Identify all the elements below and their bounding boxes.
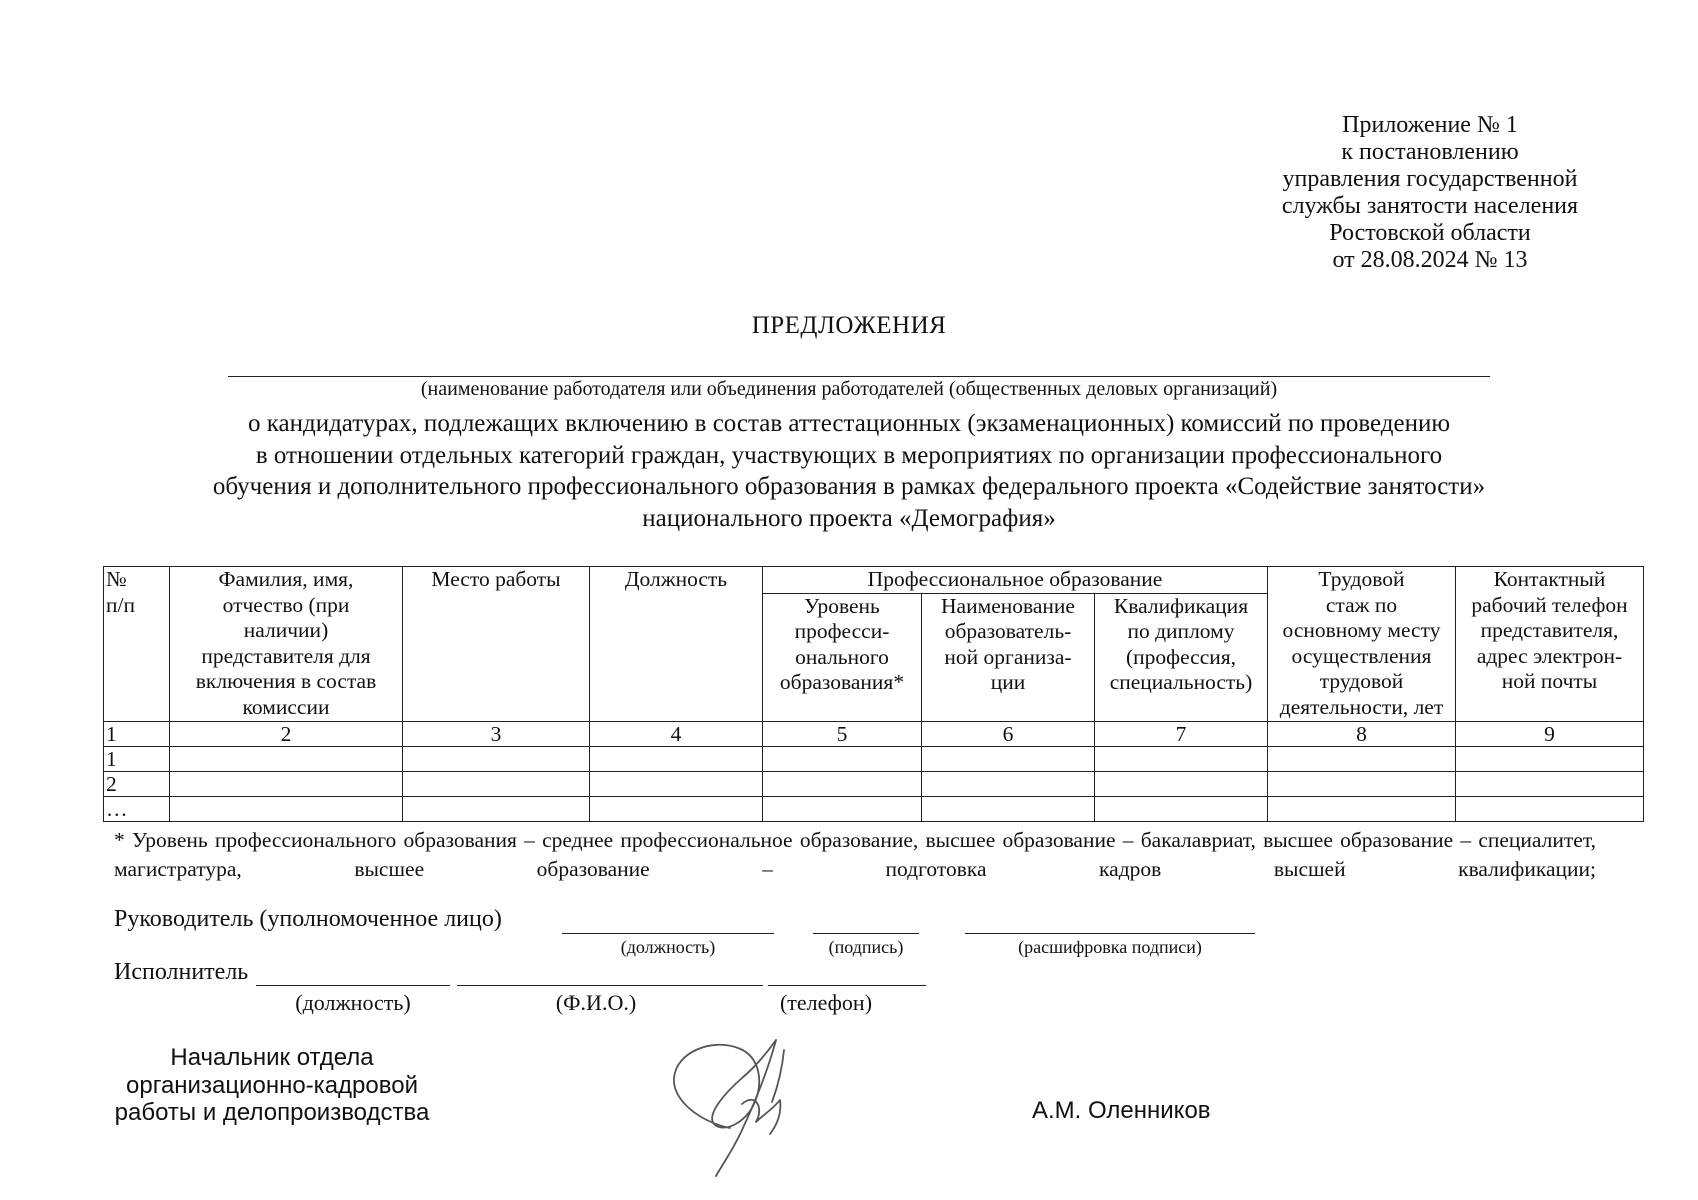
header-education-group: Профессиональное образование	[763, 567, 1268, 594]
table-cell	[763, 771, 922, 796]
executor-position-caption: (должность)	[295, 990, 411, 1015]
signature-stroke	[772, 1050, 784, 1102]
row-number: …	[104, 796, 170, 821]
subject-line: в отношении отдельных категорий граждан, участвующих в мероприятиях по организации профессионального	[255, 441, 1443, 469]
appendix-line: Приложение № 1	[1342, 112, 1518, 138]
executor-position-line	[256, 985, 450, 986]
table-cell	[590, 796, 763, 821]
table-cell	[1095, 796, 1268, 821]
document-title: ПРЕДЛОЖЕНИЯ	[751, 312, 947, 339]
column-number: 2	[170, 721, 403, 746]
column-numbers-row	[104, 721, 1644, 746]
executor-name-caption: (Ф.И.О.)	[555, 990, 637, 1015]
header-contacts: Контактный рабочий телефон представителя, адрес электрон- ной почты	[1456, 567, 1644, 722]
executor-phone-caption: (телефон)	[779, 990, 873, 1015]
document-subject	[110, 408, 1588, 534]
head-position-line	[562, 933, 774, 934]
executor-phone-line	[768, 985, 926, 986]
subject-line: о кандидатурах, подлежащих включению в состав аттестационных (экзаменационных) комиссий по проведению	[247, 410, 1450, 437]
table-row	[104, 746, 1644, 771]
column-number: 7	[1095, 721, 1268, 746]
subject-line: национального проекта «Демография»	[642, 504, 1056, 532]
employer-caption: (наименование работодателя или объединения работодателей (общественных деловых организаций)	[420, 378, 1278, 400]
head-signature-caption: (подпись)	[828, 937, 904, 957]
appendix-line: службы занятости населения	[1281, 193, 1579, 219]
appendix-line: управления государственной	[1282, 166, 1578, 192]
table-cell	[763, 796, 922, 821]
table-cell	[1268, 771, 1456, 796]
appendix-block	[1240, 112, 1620, 274]
table-row	[104, 796, 1644, 821]
table-cell	[763, 746, 922, 771]
column-number: 1	[104, 721, 170, 746]
table-row	[104, 771, 1644, 796]
table-cell	[922, 796, 1095, 821]
column-number: 8	[1268, 721, 1456, 746]
appendix-line: Ростовской области	[1329, 220, 1531, 246]
header-position: Должность	[590, 567, 763, 722]
chief-position-line: работы и делопроизводства	[114, 1099, 430, 1126]
table-cell	[403, 746, 590, 771]
table-cell	[1268, 746, 1456, 771]
executor-name-line	[457, 985, 763, 986]
column-number: 6	[922, 721, 1095, 746]
footnote: * Уровень профессионального образования – среднее профессиональное образование, высшее образование – бакалавриат, высшее образование – специалитет, магистратура, высшее образование – подготовка кадров высшей квалификации;	[114, 828, 1596, 881]
table-cell	[922, 746, 1095, 771]
table-cell	[1456, 746, 1644, 771]
head-label: Руководитель (уполномоченное лицо)	[114, 906, 502, 932]
handwritten-signature	[660, 1030, 840, 1180]
head-decoding-line	[965, 933, 1255, 934]
employer-fill-line	[228, 376, 1490, 377]
header-qualification: Квалификация по диплому (профессия, специальность)	[1095, 593, 1268, 721]
header-experience: Трудовой стаж по основному месту осуществления трудовой деятельности, лет	[1268, 567, 1456, 722]
chief-position-line: Начальник отдела	[170, 1044, 374, 1071]
head-position-caption: (должность)	[620, 937, 716, 957]
header-edu-org: Наименование образователь- ной организа- ции	[922, 593, 1095, 721]
header-fio: Фамилия, имя, отчество (при наличии) представителя для включения в состав комиссии	[170, 567, 403, 722]
column-number: 5	[763, 721, 922, 746]
table-cell	[1456, 796, 1644, 821]
head-decoding-caption: (расшифровка подписи)	[1018, 937, 1202, 957]
head-signature-line	[813, 933, 919, 934]
chief-position	[112, 1044, 432, 1127]
column-number: 4	[590, 721, 763, 746]
table-cell	[1095, 746, 1268, 771]
row-number: 1	[104, 746, 170, 771]
header-num: № п/п	[104, 567, 170, 722]
table-cell	[170, 796, 403, 821]
table-cell	[590, 746, 763, 771]
header-edu-level: Уровень професси- онального образования*	[763, 593, 922, 721]
header-workplace: Место работы	[403, 567, 590, 722]
table-cell	[1095, 771, 1268, 796]
table-cell	[170, 746, 403, 771]
table-cell	[403, 771, 590, 796]
chief-position-line: организационно-кадровой	[126, 1071, 418, 1099]
appendix-line: от 28.08.2024 № 13	[1332, 247, 1528, 273]
candidates-table	[103, 566, 1644, 822]
table-cell	[922, 771, 1095, 796]
table-cell	[1268, 796, 1456, 821]
column-number: 9	[1456, 721, 1644, 746]
appendix-line: к постановлению	[1341, 139, 1519, 165]
table-cell	[590, 771, 763, 796]
chief-name: А.М. Оленников	[1032, 1097, 1211, 1124]
table-cell	[1456, 771, 1644, 796]
subject-line: обучения и дополнительного профессионального образования в рамках федерального проекта «Содействие занятости»	[212, 473, 1486, 500]
table-cell	[170, 771, 403, 796]
row-number: 2	[104, 771, 170, 796]
column-number: 3	[403, 721, 590, 746]
signature-stroke	[716, 1040, 776, 1176]
executor-label: Исполнитель	[114, 959, 249, 985]
table-cell	[403, 796, 590, 821]
